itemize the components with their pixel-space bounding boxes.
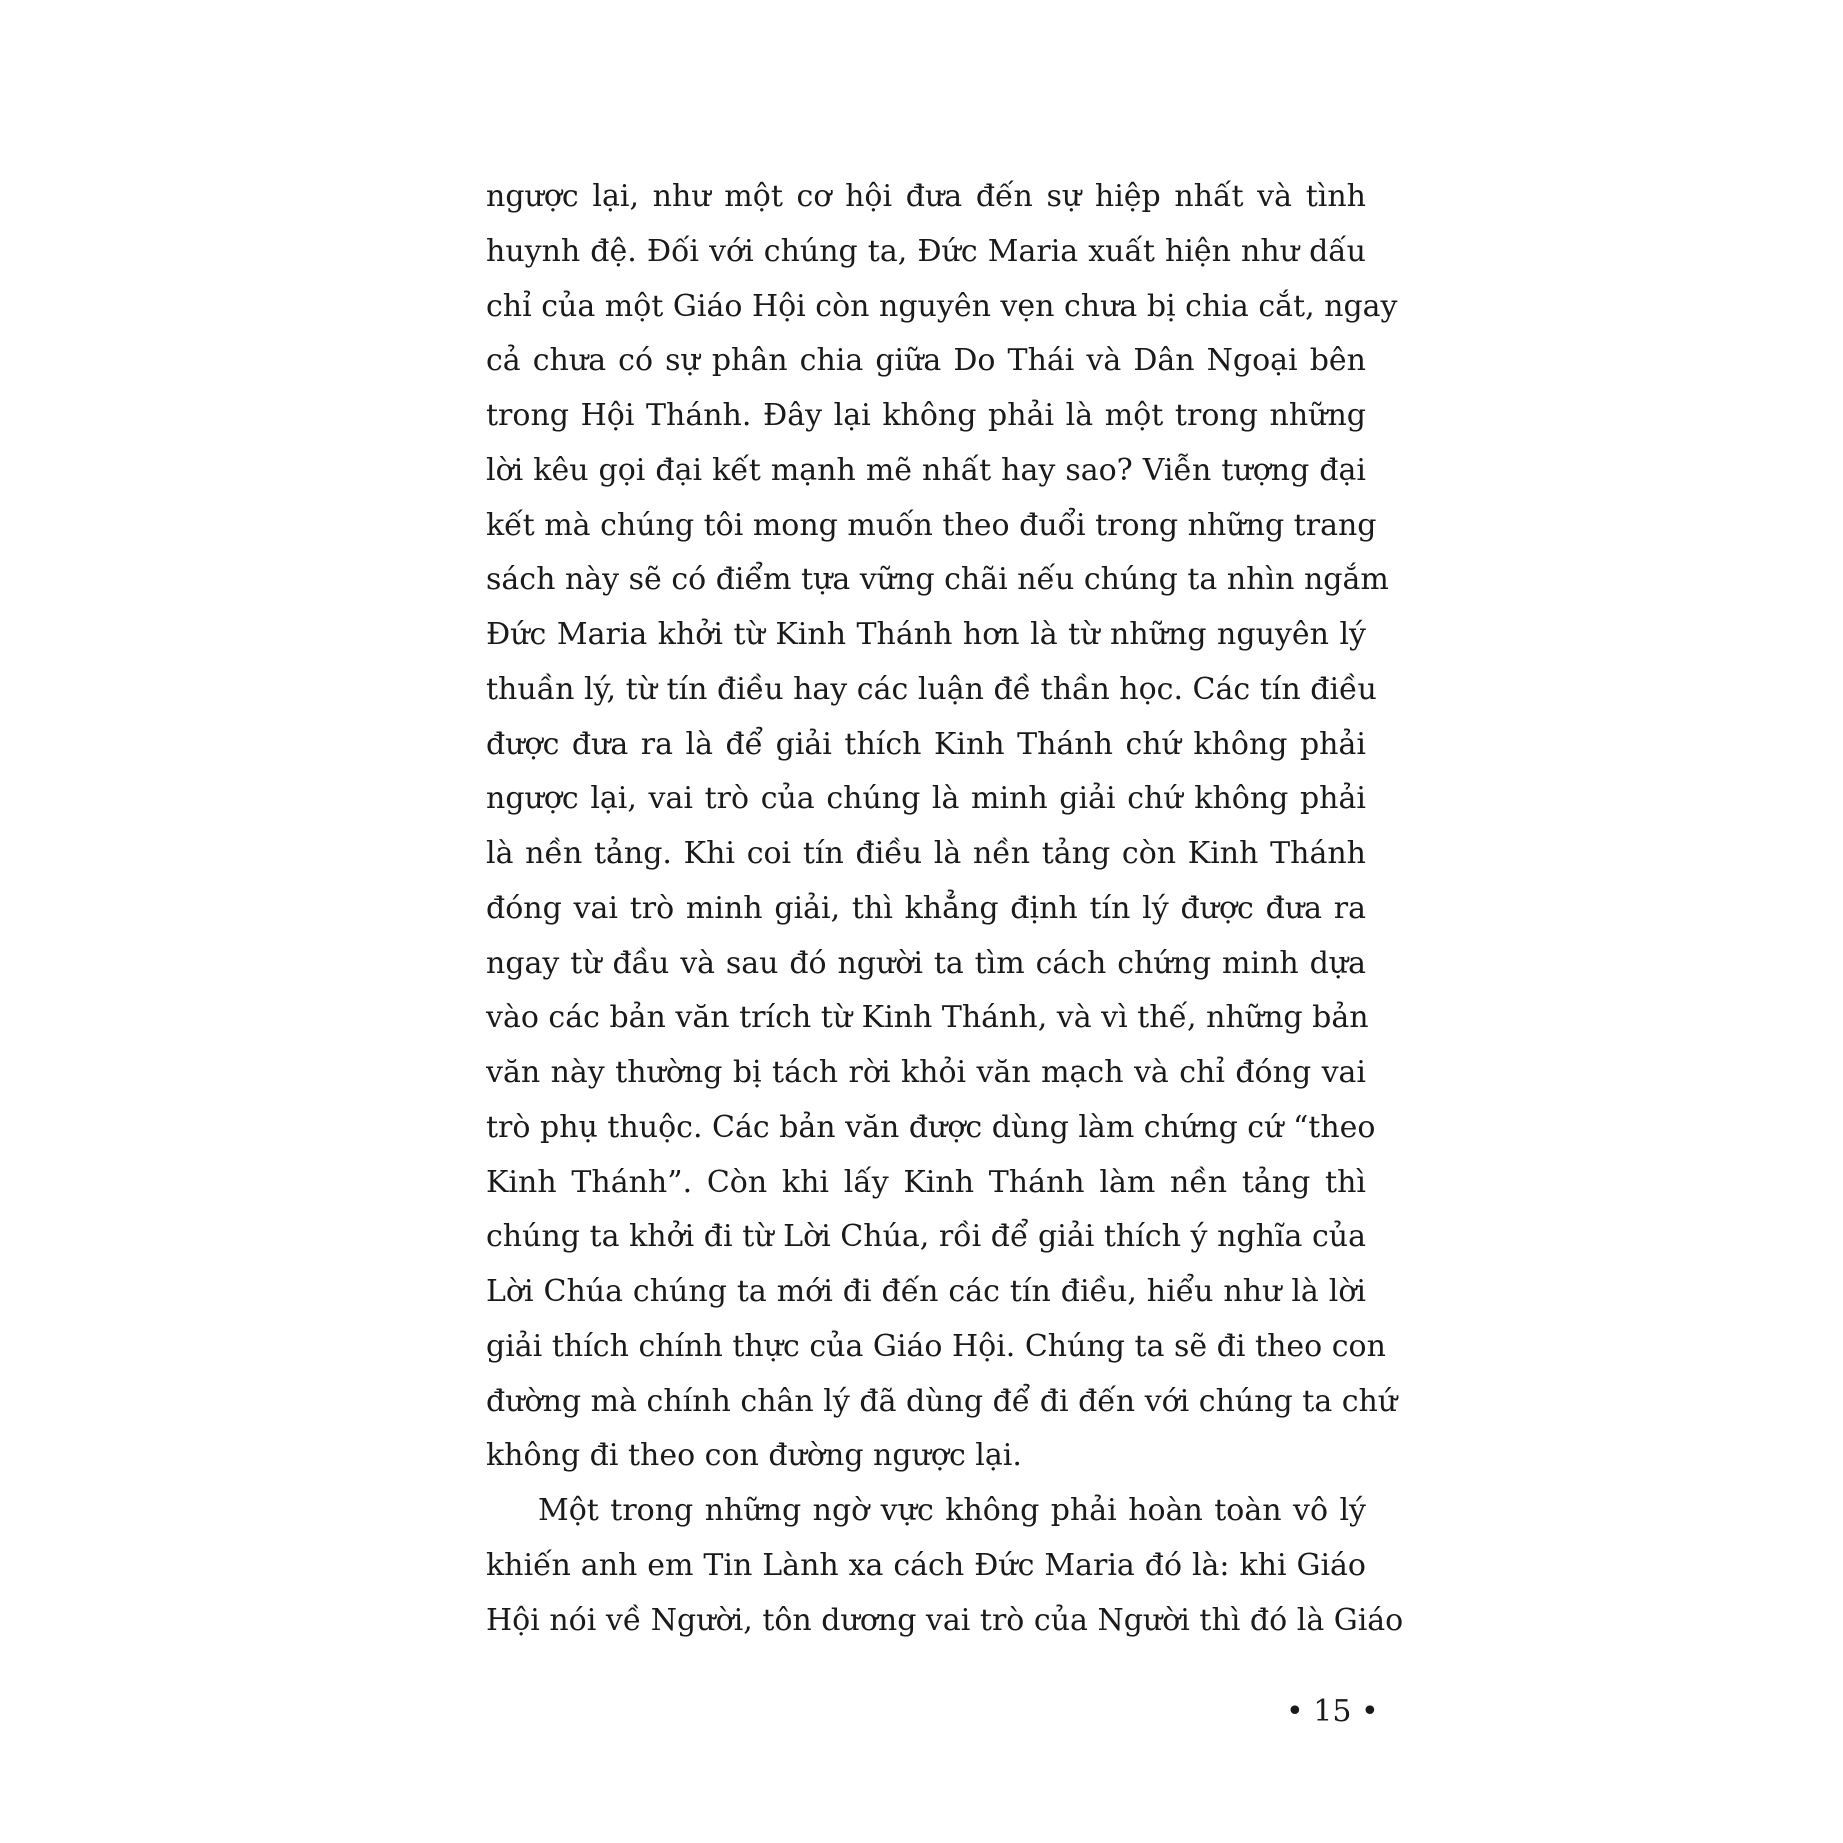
text-line: sách này sẽ có điểm tựa vững chãi nếu chúng ta nhìn ngắm <box>486 562 1389 598</box>
text-line: là nền tảng. Khi coi tín điều là nền tảng còn Kinh Thánh <box>486 836 1366 871</box>
text-line: trò phụ thuộc. Các bản văn được dùng làm chứng cứ “theo <box>486 1109 1376 1145</box>
text-line: huynh đệ. Đối với chúng ta, Đức Maria xuất hiện như dấu <box>486 233 1366 269</box>
text-line: Đức Maria khởi từ Kinh Thánh hơn là từ những nguyên lý <box>486 617 1366 652</box>
text-line: trong Hội Thánh. Đây lại không phải là một trong những <box>486 398 1366 433</box>
text-line: kết mà chúng tôi mong muốn theo đuổi trong những trang <box>486 507 1377 543</box>
page-number: • 15 • <box>1286 1694 1379 1729</box>
body-text <box>486 170 1404 1648</box>
text-line: được đưa ra là để giải thích Kinh Thánh chứ không phải <box>486 726 1366 762</box>
text-line: ngược lại, vai trò của chúng là minh giải chứ không phải <box>486 781 1366 817</box>
text-line: khiến anh em Tin Lành xa cách Đức Maria đó là: khi Giáo <box>486 1547 1366 1583</box>
text-line: cả chưa có sự phân chia giữa Do Thái và Dân Ngoại bên <box>486 343 1366 379</box>
text-line: đóng vai trò minh giải, thì khẳng định tín lý được đưa ra <box>486 890 1366 926</box>
text-line: chỉ của một Giáo Hội còn nguyên vẹn chưa bị chia cắt, ngay <box>486 288 1398 324</box>
paragraph-first-line: Một trong những ngờ vực không phải hoàn toàn vô lý <box>538 1493 1366 1528</box>
text-line: Kinh Thánh”. Còn khi lấy Kinh Thánh làm nền tảng thì <box>486 1164 1366 1200</box>
text-line: thuần lý, từ tín điều hay các luận đề thần học. Các tín điều <box>486 671 1377 707</box>
text-line: giải thích chính thực của Giáo Hội. Chúng ta sẽ đi theo con <box>486 1328 1386 1364</box>
text-line: đường mà chính chân lý đã dùng để đi đến với chúng ta chứ <box>486 1383 1398 1419</box>
text-line: vào các bản văn trích từ Kinh Thánh, và vì thế, những bản <box>486 1000 1369 1036</box>
text-line: ngay từ đầu và sau đó người ta tìm cách chứng minh dựa <box>486 945 1366 981</box>
text-line: chúng ta khởi đi từ Lời Chúa, rồi để giải thích ý nghĩa của <box>486 1219 1366 1255</box>
paragraph-last-line: không đi theo con đường ngược lại. <box>486 1438 1022 1474</box>
text-line: ngược lại, như một cơ hội đưa đến sự hiệp nhất và tình <box>486 179 1366 214</box>
text-line: Lời Chúa chúng ta mới đi đến các tín điều, hiểu như là lời <box>486 1274 1366 1309</box>
text-line: lời kêu gọi đại kết mạnh mẽ nhất hay sao? Viễn tượng đại <box>486 452 1366 488</box>
text-line: Hội nói về Người, tôn dương vai trò của Người thì đó là Giáo <box>486 1602 1404 1638</box>
text-line: văn này thường bị tách rời khỏi văn mạch và chỉ đóng vai <box>486 1055 1366 1090</box>
